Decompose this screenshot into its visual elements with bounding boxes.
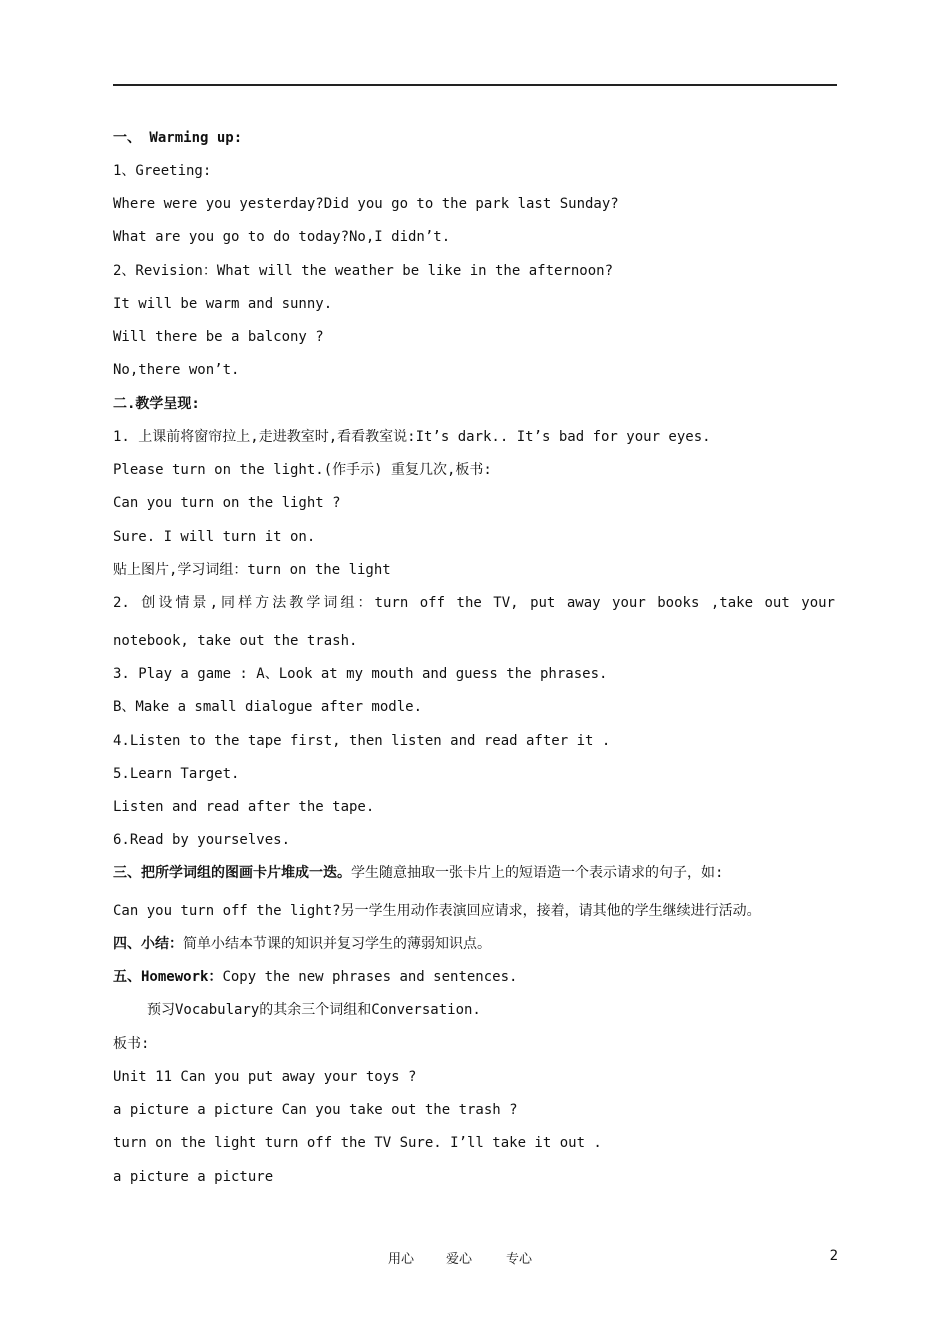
header-rule	[113, 84, 837, 86]
bold-text: 五、Homework：	[113, 969, 223, 985]
section-1-heading	[113, 128, 242, 148]
bold-text: 三、把所学词组的图画卡片堆成一迭。	[113, 865, 351, 881]
text-line: 5.Learn Target.	[113, 766, 240, 782]
text-line: No,there won’t.	[113, 362, 240, 378]
text-line: Can you turn on the light ?	[113, 495, 341, 511]
bold-text: 一、 Warming up:	[113, 130, 243, 146]
text-line: Where were you yesterday?Did you go to the park last Sunday?	[113, 196, 619, 212]
text-line: notebook, take out the trash.	[113, 633, 358, 649]
footer-text: 爱心	[446, 1252, 473, 1267]
text-line: Unit 11 Can you put away your toys ?	[113, 1069, 417, 1085]
bold-text: 二.教学呈现:	[113, 396, 200, 412]
text-line: 预习Vocabulary的其余三个词组和Conversation.	[147, 1002, 481, 1018]
footer-text: 专心	[506, 1252, 533, 1267]
text-line: What are you go to do today?No,I didn’t.	[113, 229, 451, 245]
bold-text: 四、小结：	[113, 936, 183, 952]
text-line: 1、Greeting:	[113, 163, 212, 179]
text-line: It will be warm and sunny.	[113, 296, 333, 312]
text-line: Will there be a balcony ?	[113, 329, 324, 345]
text-line: 2. 创设情景,同样方法教学词组：turn off the TV, put away your books ,take out your	[113, 595, 835, 611]
text-line: 贴上图片,学习词组：turn on the light	[113, 562, 391, 578]
text-line: Please turn on the light.(作手示) 重复几次,板书:	[113, 462, 492, 478]
text-line: a picture a picture Can you take out the trash ?	[113, 1102, 518, 1118]
text-line: 6.Read by yourselves.	[113, 832, 291, 848]
text-line: turn on the light turn off the TV Sure. I’ll take it out .	[113, 1135, 602, 1151]
text-line: a picture a picture	[113, 1169, 274, 1185]
section-4-heading: 四、小结：简单小结本节课的知识并复习学生的薄弱知识点。	[113, 936, 491, 952]
section-3-heading: 三、把所学词组的图画卡片堆成一迭。学生随意抽取一张卡片上的短语造一个表示请求的句子，如:	[113, 865, 724, 881]
text-line: 1. 上课前将窗帘拉上,走进教室时,看看教室说:It’s dark.. It’s bad for your eyes.	[113, 429, 711, 445]
text-line: 3. Play a game : A、Look at my mouth and guess the phrases.	[113, 666, 608, 682]
text-line: Can you turn off the light?另一学生用动作表演回应请求，接着，请其他的学生继续进行活动。	[113, 903, 761, 919]
section-5-heading: 五、Homework：Copy the new phrases and sentences.	[113, 969, 518, 985]
section-2-heading	[113, 394, 200, 414]
text-line: Sure. I will turn it on.	[113, 529, 316, 545]
page-number: 2	[829, 1248, 838, 1264]
text-line: 4.Listen to the tape first, then listen and read after it .	[113, 733, 611, 749]
footer-text: 用心	[388, 1252, 415, 1267]
text-line: 板书:	[113, 1036, 150, 1052]
text-line: 2、Revision：What will the weather be like in the afternoon?	[113, 263, 614, 279]
text-line: Listen and read after the tape.	[113, 799, 375, 815]
text-line: B、Make a small dialogue after modle.	[113, 699, 423, 715]
